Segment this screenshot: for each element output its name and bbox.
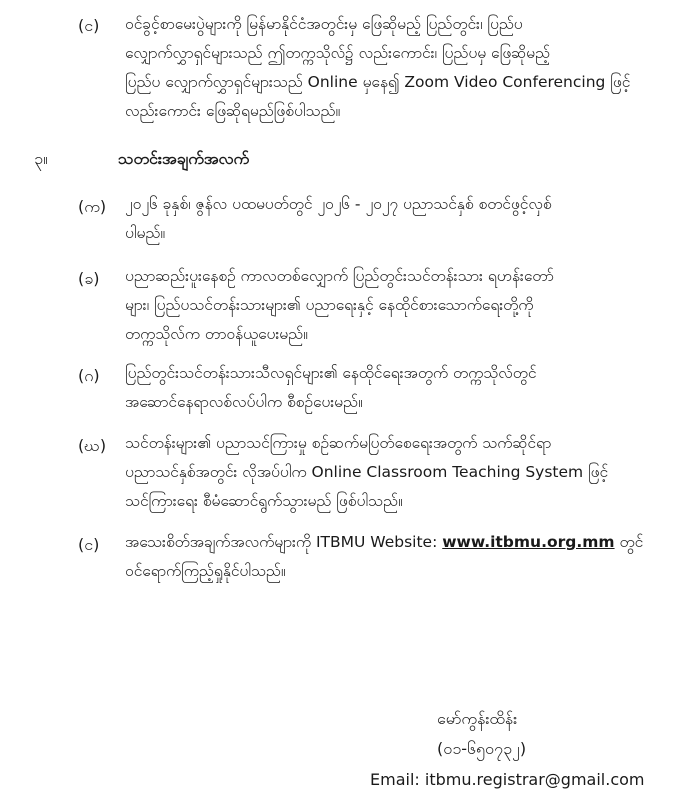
- signatory-title: မော်ကွန်းထိန်း: [437, 709, 518, 728]
- paragraph: [125, 528, 643, 586]
- website-link[interactable]: www.itbmu.org.mm: [442, 533, 615, 551]
- text-line: များ၊ ပြည်ပသင်တန်းသားများ၏ ပညာရေးနှင့် နေထိုင်စားသောက်ရေးတို့ကို: [125, 296, 534, 314]
- paragraph: [125, 359, 537, 417]
- list-marker: (ခ): [78, 269, 100, 288]
- text-line: [125, 528, 643, 557]
- phone-number: (၀၁-၆၅၀၇၃၂): [437, 739, 527, 758]
- text-line: ပြည်တွင်းသင်တန်းသားသီလရှင်များ၏ နေထိုင်ရေးအတွက် တက္ကသိုလ်တွင်: [125, 364, 537, 382]
- text-line: ပညာသင်နှစ်အတွင်း လိုအပ်ပါက Online Classroom Teaching System ဖြင့်: [125, 463, 609, 481]
- text-line: အဆောင်နေရာလစ်လပ်ပါက စီစဉ်ပေးမည်။: [125, 393, 363, 411]
- section-number: ၃။: [34, 149, 48, 168]
- email-address[interactable]: Email: itbmu.registrar@gmail.com: [370, 770, 645, 789]
- text-line: တက္ကသိုလ်က တာဝန်ယူပေးမည်။: [125, 325, 308, 343]
- text-line: ၂၀၂၆ ခုနှစ်၊ ဇွန်လ ပထမပတ်တွင် ၂၀၂၆ - ၂၀၂၇ ပညာသင်နှစ် စတင်ဖွင့်လှစ်: [125, 195, 552, 213]
- paragraph: [125, 262, 554, 349]
- list-marker: (က): [78, 197, 107, 216]
- text-line: သင်ကြားရေး စီမံဆောင်ရွက်သွားမည် ဖြစ်ပါသည်။: [125, 492, 403, 510]
- list-marker: (င): [78, 16, 100, 35]
- text-line: ပညာဆည်းပူးနေစဉ် ကာလတစ်လျှောက် ပြည်တွင်းသင်တန်းသား ရဟန်းတော်: [125, 267, 554, 285]
- section-heading: သတင်းအချက်အလက်: [118, 149, 250, 168]
- text-segment: တွင်: [614, 533, 644, 551]
- paragraph: [125, 10, 630, 126]
- text-line: လျှောက်လွှာရှင်များသည် ဤတက္ကသိုလ်၌ လည်းကောင်း၊ ပြည်ပမှ ဖြေဆိုမည့်: [125, 44, 550, 62]
- list-marker: (င): [78, 535, 100, 554]
- list-marker: (ဂ): [78, 366, 100, 385]
- paragraph: [125, 190, 552, 248]
- text-line: လည်းကောင်း ဖြေဆိုရမည်ဖြစ်ပါသည်။: [125, 102, 341, 120]
- list-marker: (ဃ): [78, 436, 107, 455]
- text-line: ပြည်ပ လျှောက်လွှာရှင်များသည် Online မှနေ၍ Zoom Video Conferencing ဖြင့်: [125, 73, 631, 91]
- text-line: ဝင်ခွင့်စာမေးပွဲများကို မြန်မာနိုင်ငံအတွင်းမှ ဖြေဆိုမည့် ပြည်တွင်း၊ ပြည်ပ: [125, 15, 523, 33]
- text-segment: အသေးစိတ်အချက်အလက်များကို ITBMU Website:: [125, 533, 443, 551]
- text-line: ဝင်ရောက်ကြည့်ရှုနိုင်ပါသည်။: [125, 562, 286, 580]
- paragraph: [125, 429, 608, 516]
- text-line: ပါမည်။: [125, 224, 166, 242]
- text-line: သင်တန်းများ၏ ပညာသင်ကြားမှု စဉ်ဆက်မပြတ်စေရေးအတွက် သက်ဆိုင်ရာ: [125, 434, 552, 452]
